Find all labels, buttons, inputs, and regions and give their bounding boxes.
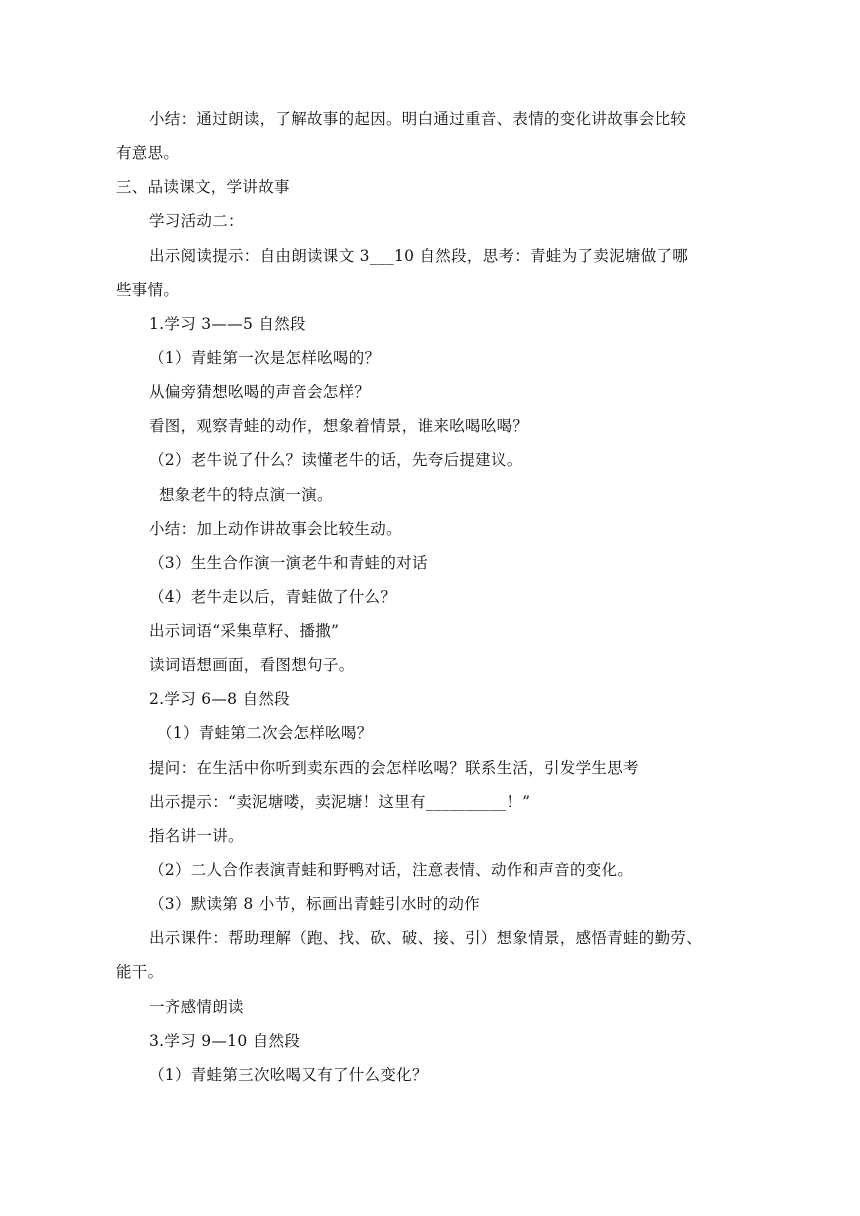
text-line: 2.学习 6—8 自然段	[149, 690, 290, 708]
text-line: 些事情。	[116, 281, 180, 299]
text-line: （1）青蛙第一次是怎样吆喝的？	[149, 349, 381, 367]
text-line: 出示词语“采集草籽、播撒”	[149, 622, 340, 640]
text-line: 出示阅读提示：自由朗读课文 3___10 自然段，思考：青蛙为了卖泥塘做了哪	[149, 247, 689, 265]
text-line: （1）青蛙第二次会怎样吆喝？	[157, 724, 373, 742]
text-line: 想象老牛的特点演一演。	[159, 486, 333, 504]
text-line: （2）老牛说了什么？读懂老牛的话，先夸后提建议。	[149, 451, 523, 469]
text-line: 学习活动二：	[149, 212, 244, 230]
text-line: 出示课件：帮助理解（跑、找、砍、破、接、引）想象情景，感悟青蛙的勤劳、	[149, 929, 703, 947]
text-line: 一齐感情朗读	[149, 998, 244, 1016]
text-line: 出示提示：“卖泥塘喽，卖泥塘！这里有__________！”	[149, 793, 531, 811]
text-line: 指名讲一讲。	[149, 827, 244, 845]
text-line: （2）二人合作表演青蛙和野鸭对话，注意表情、动作和声音的变化。	[149, 861, 634, 879]
text-line: 1.学习 3——5 自然段	[149, 315, 306, 333]
text-line: （4）老牛走以后，青蛙做了什么？	[149, 588, 397, 606]
text-line: （3）默读第 8 小节，标画出青蛙引水时的动作	[149, 895, 480, 913]
section-heading: 三、品读课文，学讲故事	[116, 178, 290, 196]
text-line: 能干。	[116, 963, 164, 981]
text-line: 小结：加上动作讲故事会比较生动。	[149, 520, 402, 538]
text-line: 有意思。	[116, 144, 180, 162]
text-line: 看图，观察青蛙的动作，想象着情景，谁来吆喝吆喝？	[149, 417, 529, 435]
text-line: 读词语想画面，看图想句子。	[149, 656, 355, 674]
text-line: 小结：通过朗读，了解故事的起因。明白通过重音、表情的变化讲故事会比较	[149, 110, 687, 128]
text-line: 提问：在生活中你听到卖东西的会怎样吆喝？联系生活，引发学生思考	[149, 759, 639, 777]
text-line: 3.学习 9—10 自然段	[149, 1032, 301, 1050]
text-line: 从偏旁猜想吆喝的声音会怎样？	[149, 383, 371, 401]
text-line: （1）青蛙第三次吆喝又有了什么变化？	[149, 1066, 428, 1084]
text-line: （3）生生合作演一演老牛和青蛙的对话	[149, 554, 428, 572]
